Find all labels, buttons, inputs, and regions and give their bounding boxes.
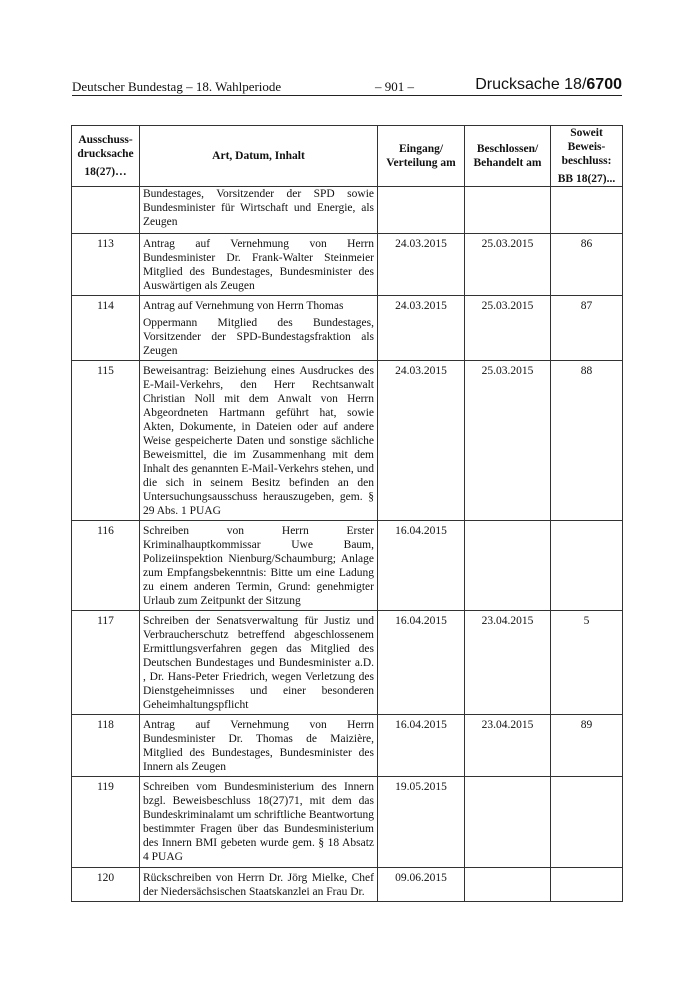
col-header-received-line2: Verteilung am bbox=[386, 157, 456, 169]
col-header-decided-line2: Behandelt am bbox=[473, 157, 542, 169]
row-received: 24.03.2015 bbox=[378, 296, 465, 361]
row-number: 113 bbox=[72, 234, 140, 296]
table-row bbox=[72, 611, 623, 715]
row-number: 114 bbox=[72, 296, 140, 361]
header-document-number bbox=[475, 76, 622, 94]
row-content: Antrag auf Vernehmung von Herrn Bundesminister Dr. Thomas de Maizière, Mitglied des Bundestages, Bundesminister des Innern als Zeugen bbox=[140, 715, 378, 777]
col-header-drucksache-line3: 18(27)… bbox=[84, 166, 127, 178]
table-row bbox=[72, 521, 623, 611]
header-doc-prefix: Drucksache bbox=[475, 76, 565, 93]
table-row bbox=[72, 777, 623, 868]
row-received: 19.05.2015 bbox=[378, 777, 465, 868]
row-number: 115 bbox=[72, 361, 140, 521]
row-content: Schreiben der Senatsverwaltung für Justiz und Verbraucherschutz betreffend abgeschlossenem Ermittlungsverfahren gegen das Mitglied des Deutschen Bundestages und Bundesminister a.D. , Dr. Hans-Peter Friedrich, wegen Verletzung des Dienstgeheimnisses und einer besonderen Geheimhaltungspflicht bbox=[140, 611, 378, 715]
row-evidence-ref: 89 bbox=[551, 715, 623, 777]
col-header-decided-line1: Beschlossen/ bbox=[476, 143, 539, 155]
table-header-row bbox=[72, 126, 623, 187]
row-content: Beweisantrag: Beiziehung eines Ausdruckes des E-Mail-Verkehrs, den Herr Rechtsanwalt Christian Noll mit dem Anwalt von Herrn Abgeordneten Hartmann geführt hat, sowie Akten, Dokumente, in Dateien oder auf andere Weise gespeicherte Daten und sonstige sächliche Beweismittel, die im Zusammenhang mit dem Inhalt des genannten E-Mail-Verkehrs stehen, und die sich in seinem Besitz befinden an den Untersuchungsausschuss herauszugeben, gem. § 29 Abs. 1 PUAG bbox=[140, 361, 378, 521]
row-decided: 23.04.2015 bbox=[465, 611, 551, 715]
row-decided bbox=[465, 187, 551, 234]
row-evidence-ref bbox=[551, 868, 623, 902]
row-content: Antrag auf Vernehmung von Herrn Bundesminister Dr. Frank-Walter Steinmeier Mitglied des Bundestages, Bundesminister des Auswärtigen als Zeugen bbox=[140, 234, 378, 296]
header-doc-period: 18/ bbox=[564, 76, 587, 93]
col-header-received bbox=[378, 126, 465, 187]
col-header-drucksache-line1: Ausschuss- bbox=[78, 134, 133, 146]
col-header-drucksache-line2: drucksache bbox=[77, 148, 134, 160]
row-decided bbox=[465, 777, 551, 868]
col-header-received-line1: Eingang/ bbox=[398, 143, 444, 155]
table-row bbox=[72, 868, 623, 902]
row-content bbox=[140, 296, 378, 361]
row-number: 117 bbox=[72, 611, 140, 715]
row-received: 24.03.2015 bbox=[378, 361, 465, 521]
header-page-number: – 901 – bbox=[375, 79, 414, 94]
row-decided: 25.03.2015 bbox=[465, 361, 551, 521]
row-number: 120 bbox=[72, 868, 140, 902]
col-header-evidence-line2: Beweis- bbox=[567, 141, 606, 153]
row-number: 116 bbox=[72, 521, 140, 611]
row-content: Schreiben vom Bundesministerium des Innern bzgl. Beweisbeschluss 18(27)71, mit dem das Bundeskriminalamt um schriftliche Beantwortung bestimmter Fragen über das Bundesministerium des Innern BMI gebeten wurde gem. § 18 Absatz 4 PUAG bbox=[140, 777, 378, 868]
header-publication: Deutscher Bundestag – 18. Wahlperiode bbox=[72, 79, 282, 94]
table-row bbox=[72, 187, 623, 234]
row-content: Rückschreiben von Herrn Dr. Jörg Mielke, Chef der Niedersächsischen Staatskanzlei an Frau Dr. bbox=[140, 868, 378, 902]
row-evidence-ref: 86 bbox=[551, 234, 623, 296]
col-header-evidence-line3: beschluss: bbox=[561, 155, 612, 167]
row-decided: 25.03.2015 bbox=[465, 296, 551, 361]
table-row bbox=[72, 361, 623, 521]
table-row bbox=[72, 234, 623, 296]
col-header-content: Art, Datum, Inhalt bbox=[140, 126, 378, 187]
row-decided: 25.03.2015 bbox=[465, 234, 551, 296]
row-decided bbox=[465, 868, 551, 902]
row-decided: 23.04.2015 bbox=[465, 715, 551, 777]
row-decided bbox=[465, 521, 551, 611]
row-received bbox=[378, 187, 465, 234]
row-evidence-ref: 5 bbox=[551, 611, 623, 715]
row-number: 118 bbox=[72, 715, 140, 777]
row-evidence-ref bbox=[551, 777, 623, 868]
row-evidence-ref: 87 bbox=[551, 296, 623, 361]
table-row bbox=[72, 715, 623, 777]
header-rule bbox=[72, 95, 622, 96]
row-content-line1: Antrag auf Vernehmung von Herrn Thomas bbox=[143, 300, 344, 312]
row-received: 16.04.2015 bbox=[378, 715, 465, 777]
row-number: 119 bbox=[72, 777, 140, 868]
table-row bbox=[72, 296, 623, 361]
row-content-rest: Oppermann Mitglied des Bundestages, Vorsitzender der SPD-Bundestagsfraktion als Zeugen bbox=[143, 317, 374, 357]
page-header bbox=[72, 76, 622, 97]
row-evidence-ref bbox=[551, 187, 623, 234]
col-header-evidence-line1: Soweit bbox=[570, 127, 603, 139]
col-header-evidence-decision bbox=[551, 126, 623, 187]
header-doc-id: 6700 bbox=[586, 76, 622, 93]
row-content: Bundestages, Vorsitzender der SPD sowie Bundesminister für Wirtschaft und Energie, als Zeugen bbox=[140, 187, 378, 234]
col-header-drucksache bbox=[72, 126, 140, 187]
row-received: 16.04.2015 bbox=[378, 521, 465, 611]
row-received: 09.06.2015 bbox=[378, 868, 465, 902]
row-received: 24.03.2015 bbox=[378, 234, 465, 296]
row-evidence-ref: 88 bbox=[551, 361, 623, 521]
row-received: 16.04.2015 bbox=[378, 611, 465, 715]
row-number bbox=[72, 187, 140, 234]
row-evidence-ref bbox=[551, 521, 623, 611]
col-header-decided bbox=[465, 126, 551, 187]
col-header-evidence-line4: BB 18(27)... bbox=[557, 173, 616, 185]
committee-documents-table bbox=[71, 125, 623, 902]
row-content: Schreiben von Herrn Erster Kriminalhauptkommissar Uwe Baum, Polizeiinspektion Nienburg/Schaumburg; Anlage zum Empfangsbekenntnis: Bitte um eine Ladung zu einem anderen Termin, Grund: genehmigter Urlaub zum Zeitpunkt der Sitzung bbox=[140, 521, 378, 611]
